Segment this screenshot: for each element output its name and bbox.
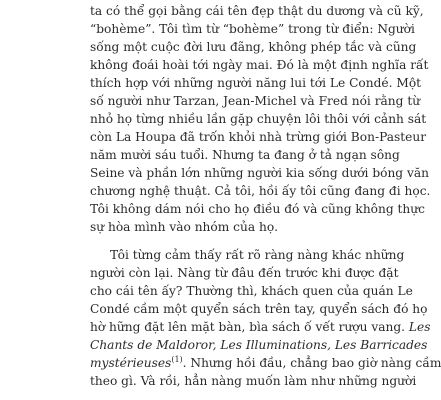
text-line	[90, 354, 441, 372]
text-run: . Nhưng hồi đầu, chẳng bao giờ nàng cầm	[182, 356, 441, 370]
text-run: sống một cuộc đời lưu đãng, không phép tắc và cũng	[90, 40, 417, 54]
italic-text: Les	[408, 320, 431, 334]
text-run: theo gì. Và rồi, hẳn nàng muốn làm như những người	[90, 374, 417, 388]
text-line	[90, 336, 428, 354]
text-line	[90, 264, 399, 282]
text-run: ta có thể gọi bằng cái tên đẹp thật du dương và cũ kỹ,	[90, 4, 424, 18]
text-run: năm mười sáu tuổi. Nhưng ta đang ở tả ngạn sông	[90, 148, 400, 162]
text-run: Seine và phần lớn những người kia sống dưới bóng văn	[90, 166, 429, 180]
text-line	[90, 128, 427, 146]
text-line	[90, 372, 417, 390]
text-line	[90, 110, 427, 128]
text-line	[90, 318, 431, 336]
text-line	[90, 218, 380, 236]
text-line	[90, 38, 417, 56]
text-line	[90, 74, 422, 92]
text-line	[90, 146, 400, 164]
text-run: cho cái tên ấy? Thường thì, khách quen của quán Le	[90, 284, 413, 298]
text-line	[90, 246, 405, 264]
text-run: thích hợp với những người năng lui tới Le Condé. Một	[90, 76, 422, 90]
text-line	[90, 56, 429, 74]
text-line	[90, 2, 424, 20]
footnote-marker: (1)	[171, 354, 183, 364]
text-run: người còn lại. Nàng từ đâu đến trước khi được đặt	[90, 266, 399, 280]
text-run: còn La Houpa đã trốn khỏi nhà trừng giới Bon-Pasteur	[90, 130, 427, 144]
text-run: số người như Tarzan, Jean-Michel và Fred nói rằng từ	[90, 94, 421, 108]
body-text	[90, 2, 441, 390]
text-run: Tôi từng cảm thấy rất rõ ràng nàng khác những	[110, 248, 405, 262]
text-run: sự hòa mình vào nhóm của họ.	[90, 220, 279, 234]
text-run: “bohème”. Tôi tìm từ “bohème” trong từ điển: Người	[90, 22, 415, 36]
text-line	[90, 182, 431, 200]
text-run: nhỏ họ từng nhiều lần gặp chuyện lôi thôi với cảnh sát	[90, 112, 427, 126]
text-line	[90, 300, 428, 318]
text-line	[90, 20, 415, 38]
text-run: không đoái hoài tới ngày mai. Đó là một định nghĩa rất	[90, 58, 429, 72]
paragraph-gap	[90, 236, 380, 246]
italic-text: mystérieuses	[90, 356, 172, 370]
text-line	[90, 92, 421, 110]
text-run: Condé cầm một quyển sách trên tay, quyển sách đó họ	[90, 302, 428, 316]
text-run: chương nghệ thuật. Cả tôi, hồi ấy tôi cũng đang đi học.	[90, 184, 431, 198]
text-line	[90, 282, 413, 300]
text-line	[90, 200, 425, 218]
italic-text: Chants de Maldoror, Les Illuminations, Les Barricades	[90, 338, 428, 352]
text-run: hờ hững đặt lên mặt bàn, bìa sách ố vết rượu vang.	[90, 320, 409, 334]
text-line	[90, 164, 429, 182]
text-run: Tôi không dám nói cho họ điều đó và cũng không thực	[90, 202, 425, 216]
